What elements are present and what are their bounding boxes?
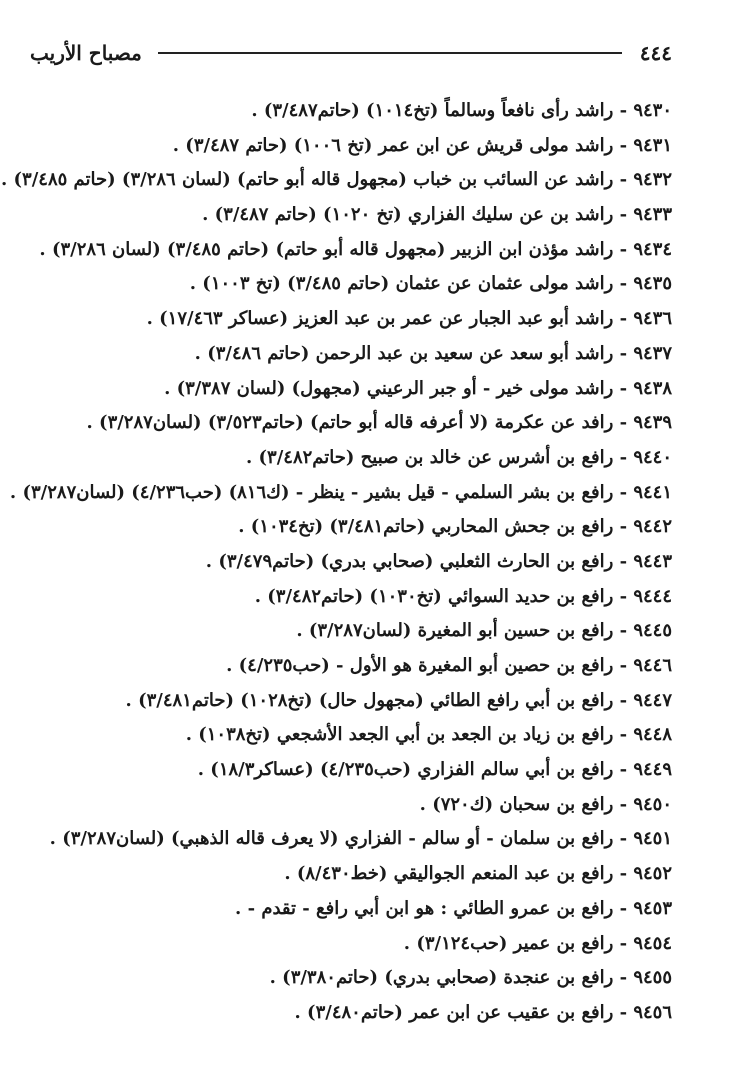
entry-9436: ٩٤٣٦ - راشد أبو عبد الجبار عن عمر بن عبد العزيز (عساكر ١٧/٤٦٣) . <box>146 308 672 330</box>
entry-9445: ٩٤٤٥ - رافع بن حسين أبو المغيرة (لسان٣/٢٨٧) . <box>296 620 672 642</box>
entry-9439: ٩٤٣٩ - رافد عن عكرمة (لا أعرفه قاله أبو حاتم) (حاتم٣/٥٢٣) (لسان٣/٢٨٧) . <box>86 412 672 434</box>
entry-9435: ٩٤٣٥ - راشد مولى عثمان عن عثمان (حاتم ٣/٤٨٥) (تخ ١٠٠٣) . <box>189 273 672 295</box>
entry-9447: ٩٤٤٧ - رافع بن أبي رافع الطائي (مجهول حال) (تخ١٠٢٨) (حاتم٣/٤٨١) . <box>125 689 672 711</box>
entry-9437: ٩٤٣٧ - راشد أبو سعد عن سعيد بن عبد الرحمن (حاتم ٣/٤٨٦) . <box>194 342 672 364</box>
entry-9444: ٩٤٤٤ - رافع بن حديد السوائي (تخ١٠٣٠) (حاتم٣/٤٨٢) . <box>254 585 672 607</box>
entry-list <box>0 94 672 1031</box>
entry-9438: ٩٤٣٨ - راشد مولى خير - أو جبر الرعيني (مجهول) (لسان ٣/٣٨٧) . <box>164 377 672 399</box>
entry-9443: ٩٤٤٣ - رافع بن الحارث الثعلبي (صحابي بدري) (حاتم٣/٤٧٩) . <box>205 550 672 572</box>
header-rule <box>158 52 622 54</box>
entry-9441: ٩٤٤١ - رافع بن بشر السلمي - قيل بشير - ينظر - (ك٨١٦) (حب٤/٢٣٦) (لسان٣/٢٨٧) . <box>9 481 672 503</box>
entry-9453: ٩٤٥٣ - رافع بن عمرو الطائي : هو ابن أبي رافع - تقدم - . <box>235 897 672 919</box>
running-title: مصباح الأريب <box>30 41 142 65</box>
entry-9434: ٩٤٣٤ - راشد مؤذن ابن الزبير (مجهول قاله أبو حاتم) (حاتم ٣/٤٨٥) (لسان ٣/٢٨٦) . <box>39 238 672 260</box>
entry-9442: ٩٤٤٢ - رافع بن جحش المحاربي (حاتم٣/٤٨١) (تخ١٠٣٤) . <box>238 516 672 538</box>
entry-9451: ٩٤٥١ - رافع بن سلمان - أو سالم - الفزاري (لا يعرف قاله الذهبي) (لسان٣/٢٨٧) . <box>49 828 672 850</box>
entry-9430: ٩٤٣٠ - راشد رأى نافعاً وسالماً (تخ١٠١٤) (حاتم٣/٤٨٧) . <box>251 100 672 121</box>
entry-9454: ٩٤٥٤ - رافع بن عمير (حب٣/١٢٤) . <box>403 932 672 954</box>
page-header <box>30 38 672 68</box>
entry-9456: ٩٤٥٦ - رافع بن عقيب عن ابن عمر (حاتم٣/٤٨٠) . <box>294 1001 672 1023</box>
entry-9455: ٩٤٥٥ - رافع بن عنجدة (صحابي بدري) (حاتم٣/٣٨٠) . <box>269 967 672 989</box>
entry-9432: ٩٤٣٢ - راشد عن السائب بن خباب (مجهول قاله أبو حاتم) (لسان ٣/٢٨٦) (حاتم ٣/٤٨٥) . <box>0 169 672 191</box>
entry-9446: ٩٤٤٦ - رافع بن حصين أبو المغيرة هو الأول - (حب٤/٢٣٥) . <box>226 655 672 676</box>
entry-9450: ٩٤٥٠ - رافع بن سحبان (ك٧٢٠) . <box>419 793 672 815</box>
entry-9440: ٩٤٤٠ - رافع بن أشرس عن خالد بن صبيح (حاتم٣/٤٨٢) . <box>245 446 672 468</box>
entry-9433: ٩٤٣٣ - راشد بن عن سليك الفزاري (تخ ١٠٢٠) (حاتم ٣/٤٨٧) . <box>202 204 672 226</box>
entry-9452: ٩٤٥٢ - رافع بن عبد المنعم الجواليقي (خط٨/٤٣٠) . <box>284 863 672 885</box>
page-number: ٤٤٤ <box>639 41 672 65</box>
entry-9431: ٩٤٣١ - راشد مولى قريش عن ابن عمر (تخ ١٠٠٦) (حاتم ٣/٤٨٧) . <box>172 134 672 156</box>
entry-9448: ٩٤٤٨ - رافع بن زياد بن الجعد بن أبي الجعد الأشجعي (تخ١٠٣٨) . <box>185 724 672 746</box>
entry-9449: ٩٤٤٩ - رافع بن أبي سالم الفزاري (حب٤/٢٣٥) (عساكر١٨/٣) . <box>197 759 672 781</box>
